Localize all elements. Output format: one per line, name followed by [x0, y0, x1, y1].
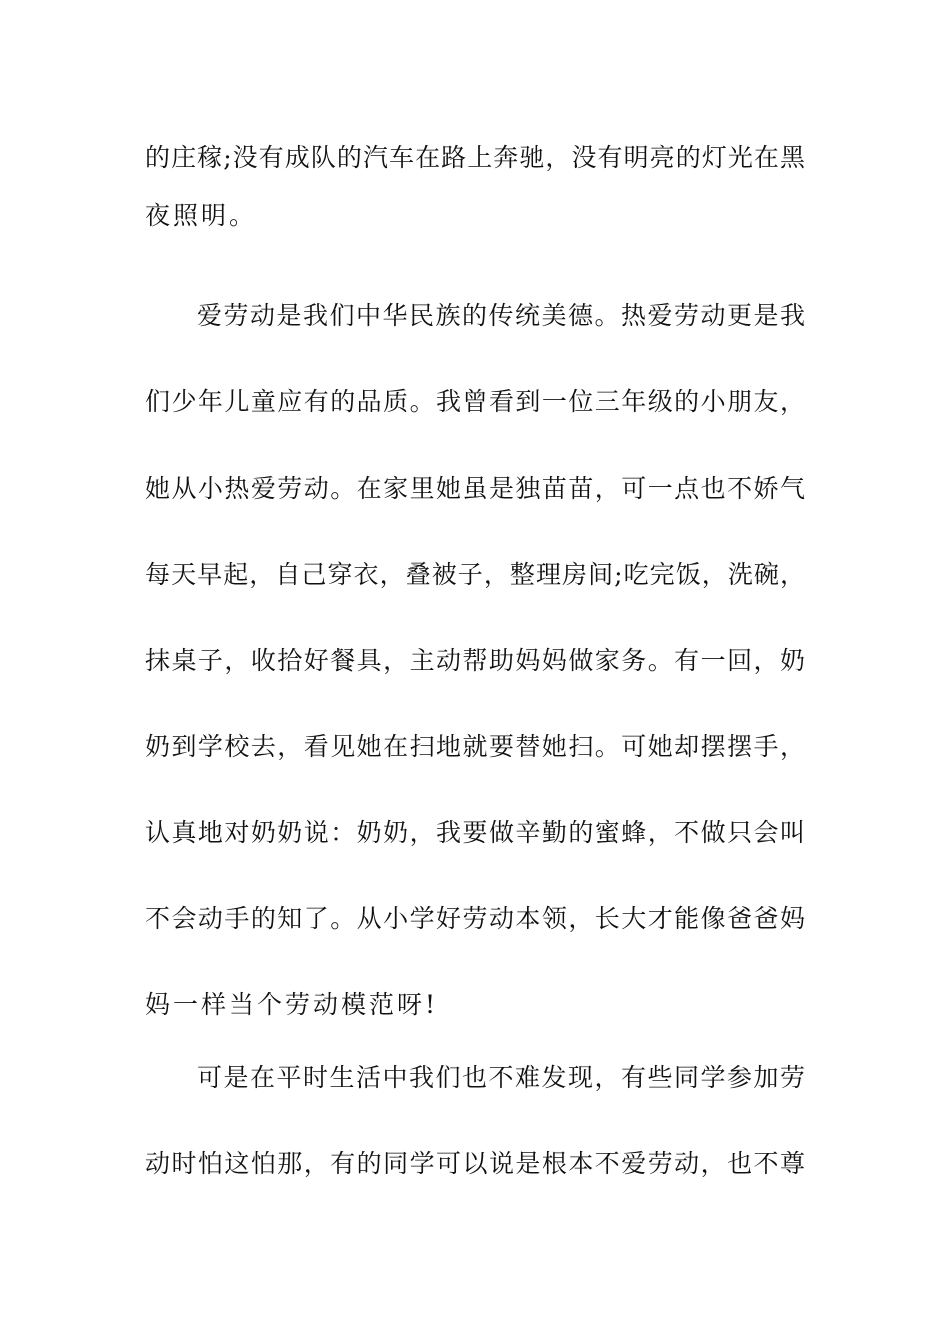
text-line: 的庄稼;没有成队的汽车在路上奔驰，没有明亮的灯光在黑	[145, 143, 805, 172]
paragraph-first-line: 爱劳动是我们中华民族的传统美德。热爱劳动更是我	[197, 301, 805, 330]
paragraph-first-line: 可是在平时生活中我们也不难发现，有些同学参加劳	[197, 1063, 805, 1092]
text-line: 认真地对奶奶说：奶奶，我要做辛勤的蜜蜂，不做只会叫	[145, 818, 805, 847]
text-line: 夜照明。	[145, 201, 258, 230]
text-line: 每天早起，自己穿衣，叠被子，整理房间;吃完饭，洗碗，	[145, 560, 805, 589]
text-line: 抹桌子，收拾好餐具，主动帮助妈妈做家务。有一回，奶	[145, 646, 805, 675]
text-line: 不会动手的知了。从小学好劳动本领，长大才能像爸爸妈	[145, 904, 805, 933]
text-line: 们少年儿童应有的品质。我曾看到一位三年级的小朋友，	[145, 387, 805, 416]
text-line: 她从小热爱劳动。在家里她虽是独苗苗，可一点也不娇气	[145, 474, 805, 503]
text-line: 妈一样当个劳动模范呀!	[145, 990, 439, 1019]
text-line: 动时怕这怕那，有的同学可以说是根本不爱劳动，也不尊	[145, 1149, 805, 1178]
text-line: 奶到学校去，看见她在扫地就要替她扫。可她却摆摆手，	[145, 732, 805, 761]
